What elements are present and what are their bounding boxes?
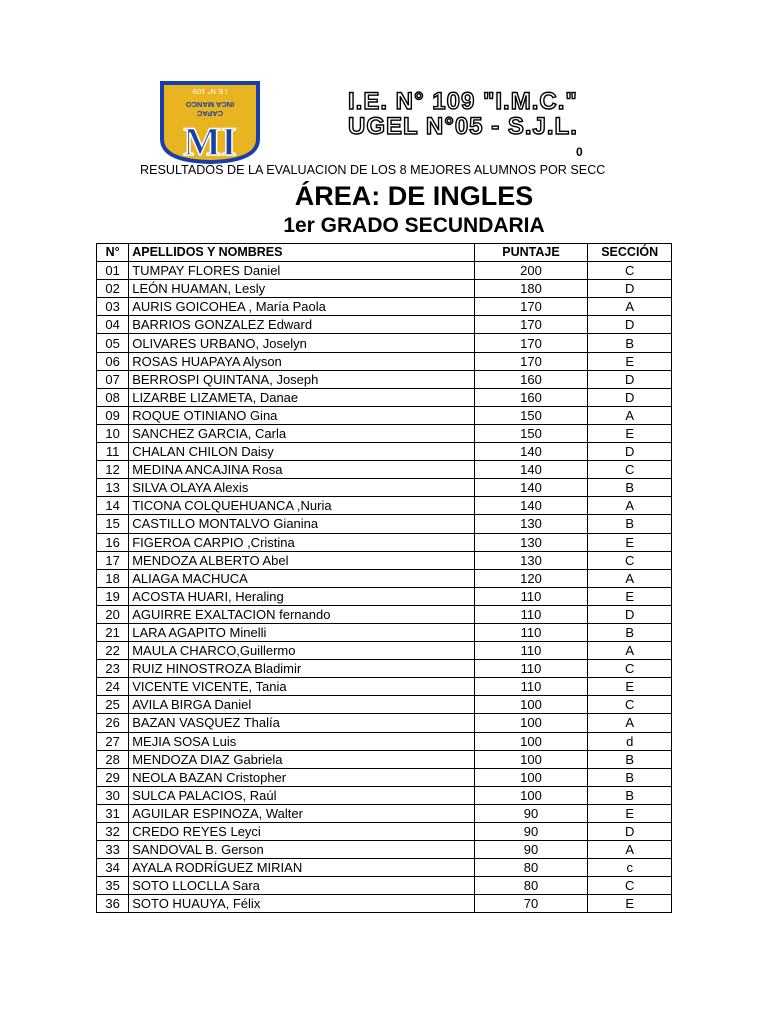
- row-number: 25: [97, 696, 129, 714]
- student-name: TICONA COLQUEHUANCA ,Nuria: [129, 497, 474, 515]
- row-number: 23: [97, 660, 129, 678]
- row-number: 07: [97, 370, 129, 388]
- table-header-row: [97, 244, 672, 262]
- student-name: NEOLA BAZAN Cristopher: [129, 768, 474, 786]
- score: 180: [474, 280, 588, 298]
- row-number: 18: [97, 569, 129, 587]
- table-row: [97, 551, 672, 569]
- section: A: [588, 406, 672, 424]
- score: 140: [474, 497, 588, 515]
- table-row: [97, 388, 672, 406]
- student-name: SULCA PALACIOS, Raúl: [129, 786, 474, 804]
- student-name: ROQUE OTINIANO Gina: [129, 406, 474, 424]
- score: 160: [474, 388, 588, 406]
- score: 100: [474, 786, 588, 804]
- student-name: SANDOVAL B. Gerson: [129, 841, 474, 859]
- row-number: 35: [97, 877, 129, 895]
- logo-line2: CAPAC: [196, 109, 224, 118]
- section: D: [588, 280, 672, 298]
- score: 150: [474, 406, 588, 424]
- section: B: [588, 334, 672, 352]
- section: E: [588, 678, 672, 696]
- col-header-name: APELLIDOS Y NOMBRES: [129, 244, 474, 262]
- table-row: [97, 587, 672, 605]
- table-row: [97, 714, 672, 732]
- col-header-score: PUNTAJE: [474, 244, 588, 262]
- section: A: [588, 841, 672, 859]
- student-name: MENDOZA DIAZ Gabriela: [129, 750, 474, 768]
- row-number: 02: [97, 280, 129, 298]
- section: D: [588, 605, 672, 623]
- student-name: ACOSTA HUARI, Heraling: [129, 587, 474, 605]
- student-name: LEÓN HUAMAN, Lesly: [129, 280, 474, 298]
- section: B: [588, 768, 672, 786]
- table-row: [97, 370, 672, 388]
- student-name: TUMPAY FLORES Daniel: [129, 262, 474, 280]
- row-number: 04: [97, 316, 129, 334]
- row-number: 26: [97, 714, 129, 732]
- score: 90: [474, 804, 588, 822]
- section: A: [588, 642, 672, 660]
- table-row: [97, 316, 672, 334]
- logo-line1: INCA MANCO: [185, 100, 235, 109]
- table-row: [97, 334, 672, 352]
- score: 110: [474, 605, 588, 623]
- school-title: I.E. N° 109 "I.M.C.": [348, 88, 578, 115]
- table-row: [97, 786, 672, 804]
- section: E: [588, 895, 672, 913]
- student-name: BAZAN VASQUEZ Thalía: [129, 714, 474, 732]
- score: 160: [474, 370, 588, 388]
- score: 140: [474, 443, 588, 461]
- student-name: LIZARBE LIZAMETA, Danae: [129, 388, 474, 406]
- row-number: 15: [97, 515, 129, 533]
- section: B: [588, 479, 672, 497]
- score: 170: [474, 316, 588, 334]
- score: 90: [474, 823, 588, 841]
- section: E: [588, 352, 672, 370]
- student-name: MEDINA ANCAJINA Rosa: [129, 461, 474, 479]
- score: 80: [474, 859, 588, 877]
- table-row: [97, 280, 672, 298]
- student-name: MAULA CHARCO,Guillermo: [129, 642, 474, 660]
- student-name: CHALAN CHILON Daisy: [129, 443, 474, 461]
- section: C: [588, 551, 672, 569]
- section: E: [588, 587, 672, 605]
- student-name: BARRIOS GONZALEZ Edward: [129, 316, 474, 334]
- student-name: VICENTE VICENTE, Tania: [129, 678, 474, 696]
- score: 100: [474, 768, 588, 786]
- table-row: [97, 424, 672, 442]
- score: 100: [474, 732, 588, 750]
- table-row: [97, 461, 672, 479]
- section: D: [588, 370, 672, 388]
- student-name: AURIS GOICOHEA , María Paola: [129, 298, 474, 316]
- score: 100: [474, 696, 588, 714]
- section: E: [588, 533, 672, 551]
- section: C: [588, 877, 672, 895]
- results-table: [96, 243, 672, 913]
- section: C: [588, 461, 672, 479]
- row-number: 06: [97, 352, 129, 370]
- section: d: [588, 732, 672, 750]
- section: B: [588, 623, 672, 641]
- row-number: 30: [97, 786, 129, 804]
- score: 110: [474, 642, 588, 660]
- section: C: [588, 696, 672, 714]
- row-number: 34: [97, 859, 129, 877]
- student-name: SOTO HUAUYA, Félix: [129, 895, 474, 913]
- score: 70: [474, 895, 588, 913]
- score: 100: [474, 714, 588, 732]
- row-number: 31: [97, 804, 129, 822]
- row-number: 08: [97, 388, 129, 406]
- student-name: BERROSPI QUINTANA, Joseph: [129, 370, 474, 388]
- table-body: [97, 262, 672, 913]
- row-number: 05: [97, 334, 129, 352]
- score: 170: [474, 352, 588, 370]
- section: E: [588, 804, 672, 822]
- table-row: [97, 497, 672, 515]
- score: 120: [474, 569, 588, 587]
- row-number: 24: [97, 678, 129, 696]
- school-logo: [160, 81, 260, 164]
- row-number: 32: [97, 823, 129, 841]
- student-name: MENDOZA ALBERTO Abel: [129, 551, 474, 569]
- student-name: ALIAGA MACHUCA: [129, 569, 474, 587]
- table-row: [97, 443, 672, 461]
- table-row: [97, 877, 672, 895]
- row-number: 14: [97, 497, 129, 515]
- student-name: FIGEROA CARPIO ,Cristina: [129, 533, 474, 551]
- row-number: 27: [97, 732, 129, 750]
- section: D: [588, 443, 672, 461]
- score: 80: [474, 877, 588, 895]
- grade-heading: 1er GRADO SECUNDARIA: [283, 214, 545, 237]
- row-number: 36: [97, 895, 129, 913]
- table-row: [97, 298, 672, 316]
- table-row: [97, 895, 672, 913]
- row-number: 12: [97, 461, 129, 479]
- score: 110: [474, 587, 588, 605]
- student-name: ROSAS HUAPAYA Alyson: [129, 352, 474, 370]
- student-name: LARA AGAPITO Minelli: [129, 623, 474, 641]
- table-row: [97, 823, 672, 841]
- table-row: [97, 569, 672, 587]
- section: A: [588, 298, 672, 316]
- score: 140: [474, 479, 588, 497]
- section: A: [588, 714, 672, 732]
- score: 110: [474, 623, 588, 641]
- score: 200: [474, 262, 588, 280]
- table-row: [97, 660, 672, 678]
- student-name: OLIVARES URBANO, Joselyn: [129, 334, 474, 352]
- table-row: [97, 804, 672, 822]
- table-row: [97, 859, 672, 877]
- table-row: [97, 623, 672, 641]
- row-number: 19: [97, 587, 129, 605]
- student-name: AYALA RODRÍGUEZ MIRIAN: [129, 859, 474, 877]
- score: 90: [474, 841, 588, 859]
- table-row: [97, 262, 672, 280]
- table-row: [97, 642, 672, 660]
- row-number: 09: [97, 406, 129, 424]
- score: 100: [474, 750, 588, 768]
- score: 170: [474, 298, 588, 316]
- student-name: AVILA BIRGA Daniel: [129, 696, 474, 714]
- student-name: SILVA OLAYA Alexis: [129, 479, 474, 497]
- row-number: 17: [97, 551, 129, 569]
- student-name: AGUILAR ESPINOZA, Walter: [129, 804, 474, 822]
- row-number: 11: [97, 443, 129, 461]
- row-number: 28: [97, 750, 129, 768]
- section: D: [588, 388, 672, 406]
- row-number: 13: [97, 479, 129, 497]
- row-number: 03: [97, 298, 129, 316]
- area-heading: ÁREA: DE INGLES: [294, 181, 534, 211]
- table-row: [97, 352, 672, 370]
- section: A: [588, 569, 672, 587]
- small-number: 0: [576, 145, 583, 159]
- section: E: [588, 424, 672, 442]
- score: 130: [474, 533, 588, 551]
- section: c: [588, 859, 672, 877]
- table-row: [97, 732, 672, 750]
- logo-mark: MI: [183, 119, 237, 164]
- logo-top-text: I E N° 109: [192, 87, 228, 96]
- section: C: [588, 660, 672, 678]
- score: 110: [474, 678, 588, 696]
- table-row: [97, 533, 672, 551]
- row-number: 22: [97, 642, 129, 660]
- score: 140: [474, 461, 588, 479]
- score: 150: [474, 424, 588, 442]
- table-row: [97, 768, 672, 786]
- table-row: [97, 750, 672, 768]
- row-number: 29: [97, 768, 129, 786]
- score: 110: [474, 660, 588, 678]
- score: 170: [474, 334, 588, 352]
- table-row: [97, 406, 672, 424]
- student-name: SANCHEZ GARCIA, Carla: [129, 424, 474, 442]
- table-row: [97, 696, 672, 714]
- student-name: RUIZ HINOSTROZA Bladimir: [129, 660, 474, 678]
- results-subtitle: RESULTADOS DE LA EVALUACION DE LOS 8 MEJORES ALUMNOS POR SECC: [140, 163, 606, 177]
- section: B: [588, 786, 672, 804]
- section: C: [588, 262, 672, 280]
- table-row: [97, 605, 672, 623]
- student-name: CASTILLO MONTALVO Gianina: [129, 515, 474, 533]
- row-number: 33: [97, 841, 129, 859]
- row-number: 16: [97, 533, 129, 551]
- student-name: SOTO LLOCLLA Sara: [129, 877, 474, 895]
- student-name: AGUIRRE EXALTACION fernando: [129, 605, 474, 623]
- ugel-title: UGEL N°05 - S.J.L.: [348, 113, 578, 140]
- score: 130: [474, 551, 588, 569]
- col-header-section: SECCIÓN: [588, 244, 672, 262]
- section: D: [588, 823, 672, 841]
- student-name: MEJIA SOSA Luis: [129, 732, 474, 750]
- score: 130: [474, 515, 588, 533]
- student-name: CREDO REYES Leyci: [129, 823, 474, 841]
- section: D: [588, 316, 672, 334]
- row-number: 10: [97, 424, 129, 442]
- section: A: [588, 497, 672, 515]
- table-row: [97, 479, 672, 497]
- table-row: [97, 678, 672, 696]
- section: B: [588, 515, 672, 533]
- section: B: [588, 750, 672, 768]
- col-header-number: N°: [97, 244, 129, 262]
- row-number: 21: [97, 623, 129, 641]
- table-row: [97, 515, 672, 533]
- table-row: [97, 841, 672, 859]
- row-number: 01: [97, 262, 129, 280]
- row-number: 20: [97, 605, 129, 623]
